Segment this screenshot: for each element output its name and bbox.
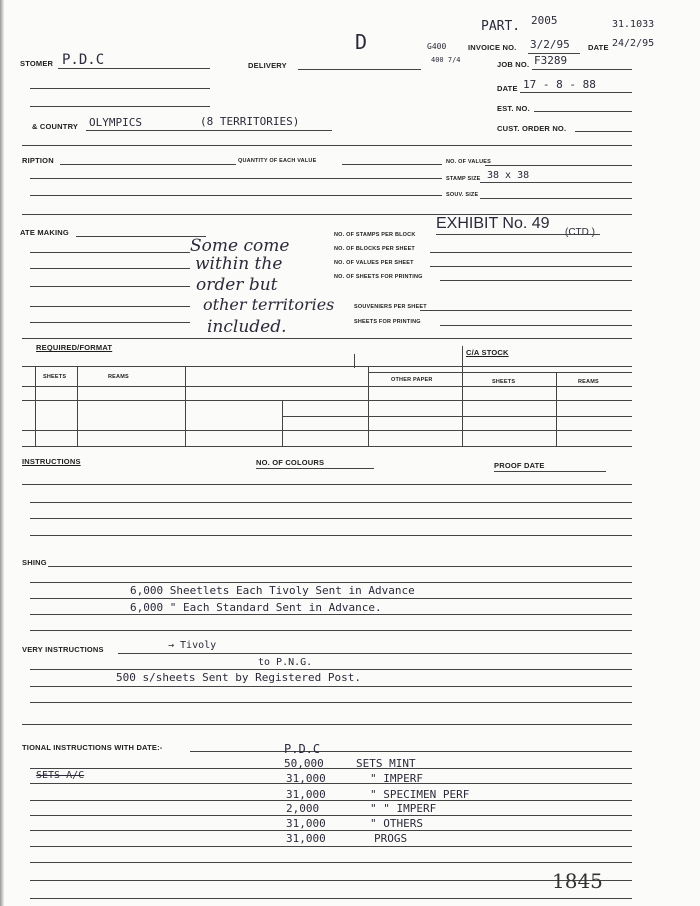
add-row-3-desc: " SPECIMEN PERF [370, 788, 470, 801]
delivery-instructions-label: VERY INSTRUCTIONS [22, 645, 104, 654]
add-row-4-qty: 2,000 [286, 802, 320, 815]
finishing-line-1: 6,000 Sheetlets Each Tivoly Sent in Advance [130, 584, 415, 597]
ca-sheets-col-header: SHEETS [492, 379, 516, 385]
instructions-label: INSTRUCTIONS [22, 457, 81, 466]
description-label: RIPTION [22, 156, 54, 165]
values-per-sheet-label: NO. OF VALUES PER SHEET [334, 260, 414, 266]
delivery-label: DELIVERY [248, 61, 287, 70]
invoice-value: 3/2/95 [530, 38, 570, 51]
add-row-5-qty: 31,000 [286, 817, 326, 830]
page-number: 1845 [552, 869, 603, 893]
values-label: NO. OF VALUES [446, 159, 491, 165]
date2-label: DATE [497, 84, 518, 93]
quantity-label: QUANTITY OF EACH VALUE [238, 158, 317, 164]
finishing-line-2: 6,000 " Each Standard Sent in Advance. [130, 601, 382, 614]
delivery-line-1: to P.N.G. [258, 657, 313, 668]
sheets-for-printing-label: NO. OF SHEETS FOR PRINTING [334, 274, 423, 280]
add-row-2-qty: 31,000 [286, 772, 326, 785]
exhibit-ctd: (CTD.) [565, 227, 595, 238]
add-row-1-qty: 50,000 [284, 757, 324, 770]
note-line-4: other territories [203, 295, 335, 314]
scan-edge-shadow [0, 0, 4, 906]
invoice-note-2: 400 7/4 [431, 56, 461, 64]
job-label: JOB NO. [497, 60, 530, 69]
add-row-2-desc: " IMPERF [370, 772, 423, 785]
add-row-5-desc: " OTHERS [370, 817, 423, 830]
plate-making-label: ATE MAKING [20, 228, 69, 237]
header-date-label: DATE [588, 43, 609, 52]
date2-value: 17 - 8 - 88 [523, 78, 596, 91]
part-label: PART. [481, 19, 521, 34]
crossed-out-text: SETS A/C [36, 770, 85, 781]
est-label: EST. NO. [497, 104, 530, 113]
territories-value: (8 TERRITORIES) [200, 115, 300, 128]
customer-value: P.D.C [62, 52, 105, 68]
customer-label: STOMER [20, 59, 54, 68]
souv-size-label: SOUV. SIZE [446, 192, 479, 198]
souveniers-per-sheet-label: SOUVENIERS PER SHEET [354, 304, 427, 310]
ca-reams-col-header: REAMS [578, 379, 599, 385]
part-number: 2005 [531, 14, 558, 27]
delivery-line-2: 500 s/sheets Sent by Registered Post. [116, 671, 362, 684]
delivery-mark: D [355, 30, 368, 54]
add-row-6-qty: 31,000 [286, 832, 326, 845]
corner-ref: 31.1033 [612, 19, 655, 30]
other-paper-col-header: OTHER PAPER [391, 377, 433, 383]
additional-instructions-label: TIONAL INSTRUCTIONS WITH DATE:- [22, 743, 163, 752]
exhibit-label: EXHIBIT No. 49 [436, 215, 550, 232]
invoice-label: INVOICE NO. [468, 43, 517, 52]
proof-date-label: PROOF DATE [494, 461, 545, 470]
header-date-value: 24/2/95 [612, 38, 655, 49]
sheets-for-printing-2-label: SHEETS FOR PRINTING [354, 319, 421, 325]
finishing-label: SHING [22, 558, 47, 567]
job-value: F3289 [534, 54, 568, 67]
sheets-col-header: SHEETS [43, 374, 67, 380]
reams-col-header: REAMS [108, 374, 129, 380]
note-line-1: Some come [190, 236, 290, 256]
colours-label: NO. OF COLOURS [256, 458, 325, 467]
note-line-3: order but [196, 275, 278, 295]
required-format-label: REQUIRED/FORMAT [36, 343, 113, 352]
stamp-size-label: STAMP SIZE [446, 176, 481, 182]
country-value: OLYMPICS [89, 116, 142, 129]
stamps-per-block-label: NO. OF STAMPS PER BLOCK [334, 232, 416, 238]
stamp-size-value: 38 x 38 [487, 170, 530, 181]
add-row-1-desc: SETS MINT [356, 757, 416, 770]
country-label: & COUNTRY [32, 122, 79, 131]
ca-stock-label: C/A STOCK [466, 348, 509, 357]
invoice-note-1: G400 [427, 42, 447, 51]
add-row-6-desc: PROGS [374, 832, 408, 845]
note-line-2: within the [195, 254, 283, 274]
add-row-4-desc: " " IMPERF [370, 802, 437, 815]
blocks-per-sheet-label: NO. OF BLOCKS PER SHEET [334, 246, 415, 252]
additional-heading: P.D.C [284, 742, 321, 756]
cust-order-label: CUST. ORDER NO. [497, 124, 567, 133]
note-line-5: included. [207, 317, 287, 337]
add-row-3-qty: 31,000 [286, 788, 326, 801]
delivery-line-0: → Tivoly [168, 640, 217, 651]
